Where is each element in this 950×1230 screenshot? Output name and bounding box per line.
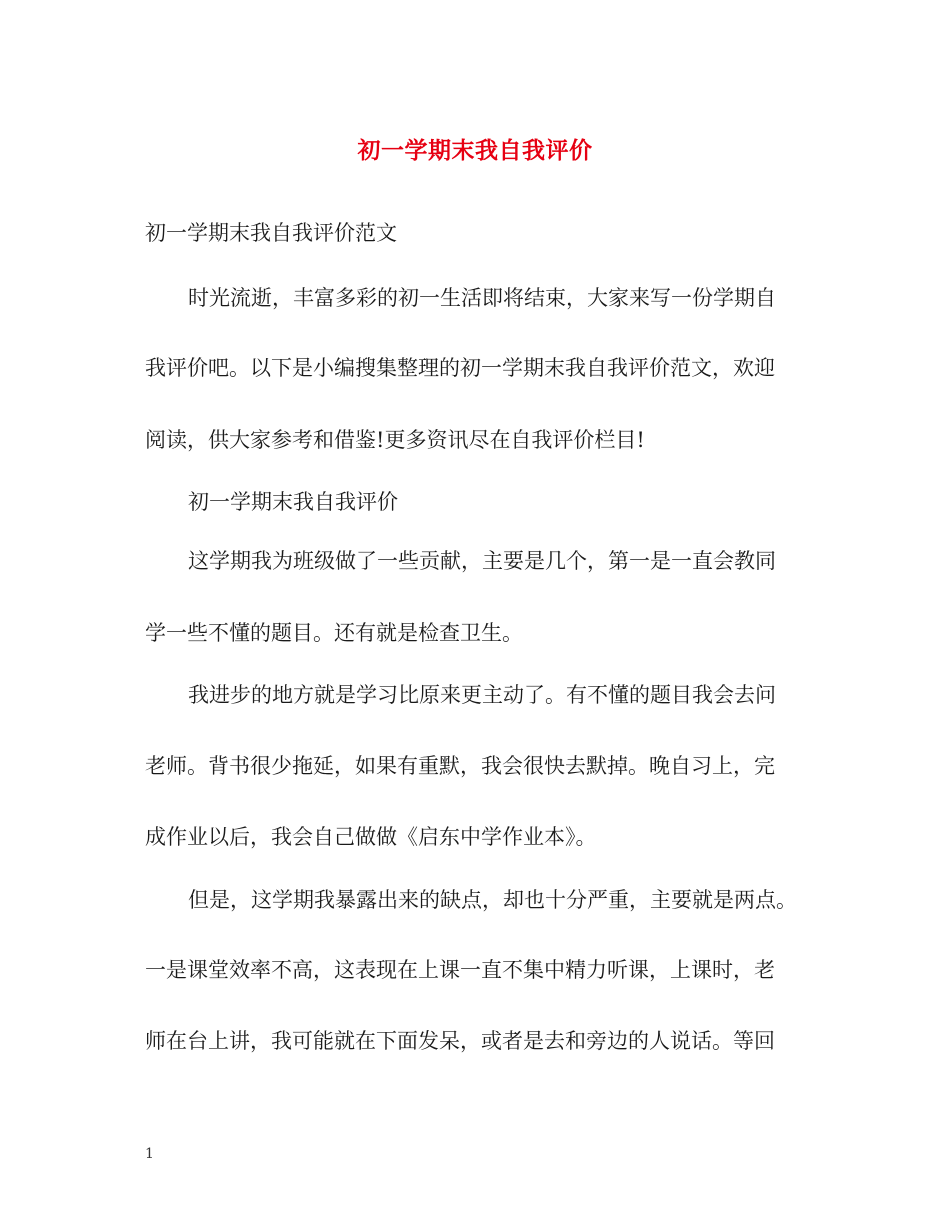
paragraph-line: 我评价吧。以下是小编搜集整理的初一学期末我自我评价范文，欢迎 [145, 356, 775, 380]
paragraph-line: 成作业以后，我会自己做做《启东中学作业本》。 [145, 825, 597, 849]
paragraph-line: 一是课堂效率不高，这表现在上课一直不集中精力听课，上课时，老 [145, 958, 775, 982]
paragraph-line: 但是，这学期我暴露出来的缺点，却也十分严重，主要就是两点。 [188, 888, 797, 912]
page-number: 1 [145, 1146, 154, 1162]
paragraph-line: 这学期我为班级做了一些贡献，主要是几个，第一是一直会教同 [188, 549, 776, 573]
paragraph-line: 师在台上讲，我可能就在下面发呆，或者是去和旁边的人说话。等回 [145, 1029, 775, 1053]
paragraph-line: 我进步的地方就是学习比原来更主动了。有不懂的题目我会去问 [188, 683, 776, 707]
document-title: 初一学期末我自我评价 [357, 137, 593, 164]
section-heading-line: 初一学期末我自我评价 [188, 490, 398, 514]
paragraph-line: 阅读，供大家参考和借鉴!更多资讯尽在自我评价栏目! [145, 428, 645, 452]
subtitle-line: 初一学期末我自我评价范文 [145, 221, 397, 245]
paragraph-line: 时光流逝，丰富多彩的初一生活即将结束，大家来写一份学期自 [188, 286, 776, 310]
paragraph-line: 老师。背书很少拖延，如果有重默，我会很快去默掉。晚自习上，完 [145, 754, 775, 778]
paragraph-line: 学一些不懂的题目。还有就是检查卫生。 [145, 621, 523, 645]
